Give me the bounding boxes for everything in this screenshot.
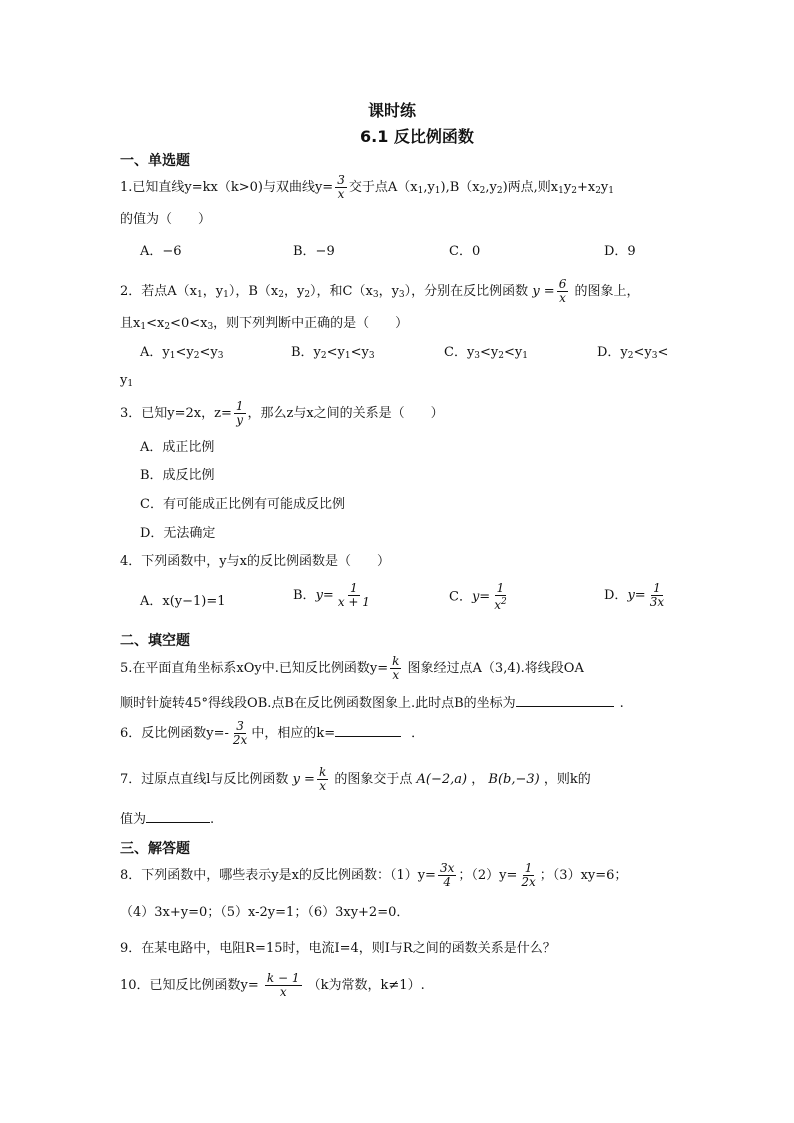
fraction: $\frac{1}{3x}$ — [649, 581, 665, 609]
question-1-stem: 1.已知直线y=kx（k>0)与双曲线y= $\frac{3}{x}$ 交于点$A(x_1,y_1),B(x_2,y_2)$两点,则$x_1y_2+x_2y_1$ — [120, 173, 615, 201]
question-3-stem: 3．已知y=2x，z= $\frac{1}{y}$ ，那么z与x之间的关系是（ ） — [120, 399, 444, 427]
question-2-stem: 2．若点$A(x_1$，$y_1$），$B(x_2$，$y_2$），和$C(x_3$，$y_3$），分别在反比例函数 y = $\frac{6}{x}$ 的图象上， — [120, 277, 640, 305]
fraction: $\frac{k}{x}$ — [318, 765, 327, 793]
answer-blank[interactable] — [516, 692, 614, 707]
fraction: $\frac{3}{2x}$ — [232, 719, 248, 747]
question-8-stem-line2: （4）3x+y=0；（5）x-2y=1；（6）3xy+2=0． — [120, 905, 410, 920]
question-3-option-c: C．有可能成正比例有可能成反比例 — [140, 497, 345, 512]
section-heading-fill-in: 二、填空题 — [120, 633, 190, 649]
section-heading-answer: 三、解答题 — [120, 841, 190, 857]
fraction: $\frac{3}{x}$ — [337, 173, 345, 201]
question-4-option-c: C．y= $\frac{1}{x^2}$ — [449, 581, 507, 612]
question-4-option-b: B．y= $\frac{1}{x + 1}$ — [293, 581, 370, 609]
section-heading-single-choice: 一、单选题 — [120, 153, 190, 169]
question-1-option-d: D．9 — [604, 244, 636, 259]
question-4-stem: 4．下列函数中，y与x的反比例函数是（ ） — [120, 554, 390, 569]
question-2-option-c: C．$y_3<y_2<y_1$ — [444, 345, 528, 361]
question-3-option-b: B．成反比例 — [140, 468, 215, 483]
question-4-option-d: D．y= $\frac{1}{3x}$ — [604, 581, 665, 609]
question-3-option-d: D．无法确定 — [140, 526, 216, 541]
question-10-stem: 10．已知反比例函数y= $\frac{k - 1}{x}$ （k为常数，k≠1）. — [120, 971, 425, 999]
page-subtitle: 6.1 反比例函数 — [360, 127, 474, 146]
fraction: $\frac{1}{2x}$ — [521, 861, 536, 889]
page-title: 课时练 — [368, 101, 417, 120]
question-8-stem: 8．下列函数中，哪些表示y是x的反比例函数：（1）y= $\frac{3x}{4}$ ；（2）y= $\frac{1}{2x}$ ；（3）xy=6； — [120, 861, 628, 889]
question-6-stem: 6．反比例函数y=- $\frac{3}{2x}$ 中，相应的k= ． — [120, 719, 425, 747]
fraction: $\frac{6}{x}$ — [558, 277, 567, 305]
fraction: $\frac{3x}{4}$ — [439, 861, 455, 889]
question-7-stem: 7．过原点直线l与反比例函数 y = $\frac{k}{x}$ 的图象交于点 A(−2,a) ， B(b,−3) ，则k的 — [120, 765, 591, 793]
answer-blank[interactable] — [146, 808, 210, 823]
question-2-stem-line2: 且$x_1<x_2<0<x_3$，则下列判断中正确的是（ ） — [120, 316, 409, 332]
question-1-option-b: B．−9 — [293, 244, 335, 259]
question-5-stem: 5.在平面直角坐标系xOy中.已知反比例函数y= $\frac{k}{x}$ 图象经过点A（3,4).将线段OA — [120, 654, 584, 682]
fraction: $\frac{k - 1}{x}$ — [266, 971, 300, 999]
question-9-stem: 9．在某电路中，电阻R=15时，电流I=4，则I与R之间的函数关系是什么？ — [120, 941, 556, 956]
question-2-option-d: D．$y_2<y_3<$ — [597, 345, 669, 361]
fraction: $\frac{1}{x + 1}$ — [337, 581, 370, 609]
answer-blank[interactable] — [335, 722, 401, 737]
question-1-option-c: C．0 — [449, 244, 481, 259]
question-4-option-a: A．x(y−1)=1 — [140, 594, 226, 609]
question-1-option-a: A．−6 — [140, 244, 182, 259]
question-5-stem-line2: 顺时针旋转45°得线段OB.点B在反比例函数图象上.此时点B的坐标为 . — [120, 692, 624, 714]
fraction: $\frac{1}{x^2}$ — [494, 581, 507, 612]
question-2-option-a: A．$y_1<y_2<y_3$ — [140, 345, 224, 361]
question-3-option-a: A．成正比例 — [140, 440, 215, 455]
fraction: $\frac{k}{x}$ — [392, 654, 400, 682]
fraction: $\frac{1}{y}$ — [235, 399, 244, 427]
question-1-stem-line2: 的值为（ ） — [120, 212, 212, 227]
question-7-stem-line2: 值为 . — [120, 808, 214, 830]
question-2-option-b: B．$y_2<y_1<y_3$ — [291, 345, 375, 361]
question-2-option-d-wrap: $y_1$ — [120, 373, 134, 389]
